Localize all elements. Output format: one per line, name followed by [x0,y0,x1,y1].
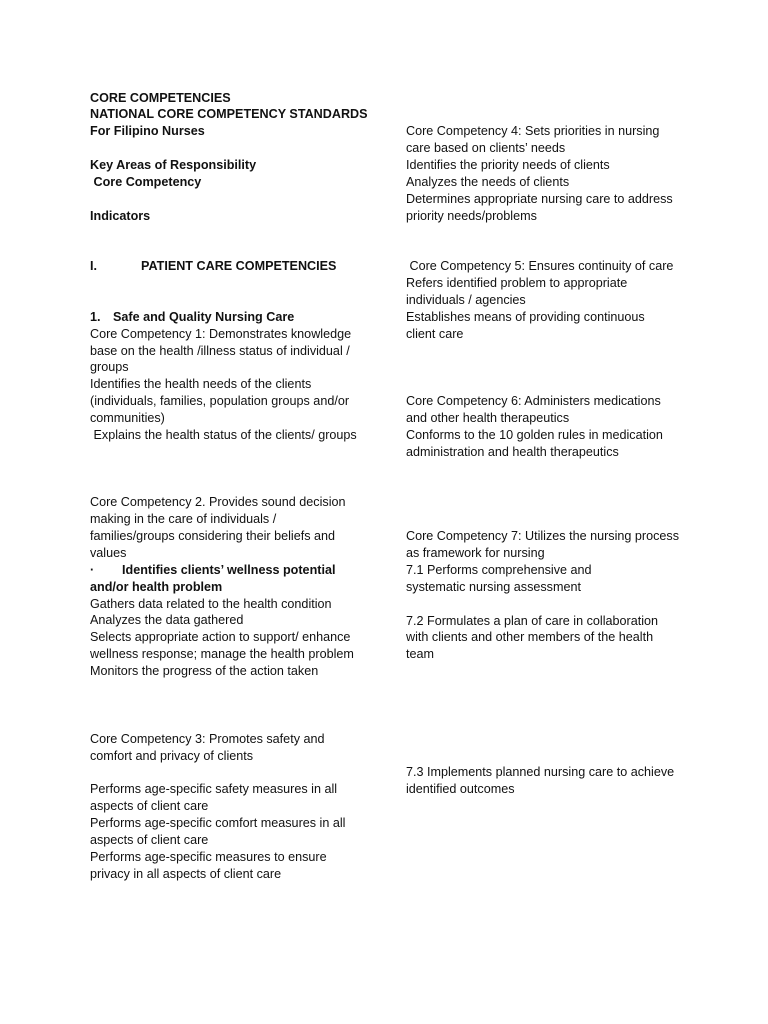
competency-3-indicator-line: Performs age-specific safety measures in all [90,782,338,797]
competency-7-statement-line: as framework for nursing [406,546,545,561]
legend-indicators: Indicators [90,208,151,223]
competency-1-statement-line: groups [90,360,129,375]
competency-4-statement-line: Core Competency 4: Sets priorities in nursing [406,124,660,139]
area-heading-line [90,309,294,326]
competency-4-indicator-line: Determines appropriate nursing care to address [406,191,673,206]
competency-7-2-line: team [406,647,434,662]
section-heading-line [90,258,336,275]
competency-7-2-line: with clients and other members of the health [406,630,654,645]
competency-4-indicator-line: Identifies the priority needs of clients [406,158,610,173]
competency-5-statement-line: Core Competency 5: Ensures continuity of care [406,259,674,274]
competency-6 [406,393,663,460]
competency-2-statement-line: Core Competency 2. Provides sound decision [90,495,346,510]
document-audience: For Filipino Nurses [90,124,205,139]
competency-3-statement [90,731,325,765]
legend-key-areas: Key Areas of Responsibility [90,158,257,173]
competency-3-indicator-line: Performs age-specific comfort measures in all [90,815,346,830]
competency-7 [406,528,679,595]
competency-1-statement-line: base on the health /illness status of individual / [90,343,350,358]
section-heading [90,258,336,275]
competency-6-indicator-line: administration and health therapeutics [406,444,619,459]
competency-2-statement-line: families/groups considering their beliefs and [90,529,336,544]
competency-2-statement-line: values [90,546,127,561]
competency-5-indicator-line: Refers identified problem to appropriate [406,276,628,291]
competency-5-indicator-line: client care [406,326,464,341]
competency-5 [406,258,673,342]
competency-2-indicator-line: Gathers data related to the health condition [90,596,332,611]
competency-5-indicator-line: individuals / agencies [406,293,526,308]
competency-5-indicator-line: Establishes means of providing continuous [406,309,645,324]
competency-1 [90,326,357,444]
competency-2 [90,494,354,679]
competency-3-statement-line: comfort and privacy of clients [90,748,254,763]
competency-2-statement-line: making in the care of individuals / [90,512,277,527]
competency-7-1-line: 7.1 Performs comprehensive and [406,562,592,577]
competency-3-indicator-line: aspects of client care [90,832,209,847]
document-subtitle: NATIONAL CORE COMPETENCY STANDARDS [90,107,368,122]
competency-1-indicator-line: Identifies the health needs of the clients [90,377,312,392]
competency-4 [406,123,673,224]
competency-3-indicator-line: privacy in all aspects of client care [90,866,282,881]
competency-1-indicator-line: Explains the health status of the clients/ groups [90,427,357,442]
competency-4-statement-line: care based on clients’ needs [406,141,566,156]
competency-7-3 [406,764,674,798]
competency-1-indicator-line: (individuals, families, population groups and/or [90,394,350,409]
competency-7-3-line: 7.3 Implements planned nursing care to achieve [406,765,675,780]
competency-7-2 [406,613,658,664]
competency-6-statement-line: Core Competency 6: Administers medications [406,394,661,409]
competency-3-indicators [90,781,345,882]
competency-7-2-line: 7.2 Formulates a plan of care in collaboration [406,613,659,628]
competency-2-indicator-line: wellness response; manage the health problem [90,647,354,662]
competency-4-indicator-line: Analyzes the needs of clients [406,174,570,189]
legend-core-competency: Core Competency [90,174,202,189]
section-number: I. [90,259,97,274]
competency-7-1-line: systematic nursing assessment [406,579,581,594]
competency-2-indicator-line: Monitors the progress of the action taken [90,664,319,679]
competency-1-statement-line: Core Competency 1: Demonstrates knowledge [90,326,352,341]
section-title: PATIENT CARE COMPETENCIES [141,259,337,274]
area-number: 1. [90,309,101,324]
competency-2-indicator-line: Selects appropriate action to support/ enhance [90,630,351,645]
competency-3-indicator-line: Performs age-specific measures to ensure [90,849,327,864]
competency-2-highlight-line [90,562,354,579]
competency-7-statement-line: Core Competency 7: Utilizes the nursing process [406,529,679,544]
area-heading [90,309,294,326]
document-header [90,90,368,141]
competency-3-statement-line: Core Competency 3: Promotes safety and [90,731,325,746]
competency-1-indicator-line: communities) [90,411,165,426]
competency-2-highlight-line: and/or health problem [90,579,223,594]
legend-indicators-block [90,208,150,225]
area-title: Safe and Quality Nursing Care [113,309,295,324]
competency-3-indicator-line: aspects of client care [90,799,209,814]
column-legend [90,157,256,191]
competency-2-indicator-line: Analyzes the data gathered [90,613,244,628]
competency-2-highlight-text: Identifies clients’ wellness potential [122,562,336,577]
document-title: CORE COMPETENCIES [90,90,231,105]
competency-6-indicator-line: Conforms to the 10 golden rules in medication [406,427,663,442]
bullet-icon: · [90,562,95,577]
competency-6-statement-line: and other health therapeutics [406,411,570,426]
competency-4-indicator-line: priority needs/problems [406,208,537,223]
competency-7-3-line: identified outcomes [406,782,515,797]
